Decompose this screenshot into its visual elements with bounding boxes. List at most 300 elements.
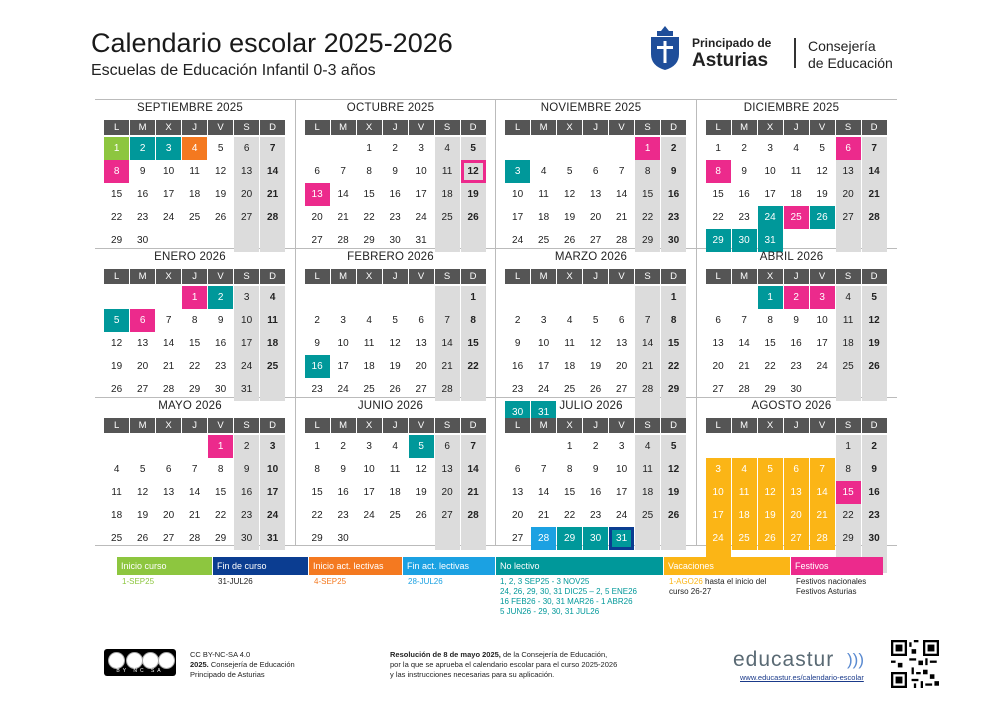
day-cell: 19: [415, 487, 427, 498]
day-cell: 9: [392, 166, 398, 177]
day-cell: 10: [260, 458, 285, 481]
day-cell: 12: [137, 487, 149, 498]
no-lectivo-line: 24, 26, 29, 30, 31 DIC25 – 2, 5 ENE26: [500, 587, 637, 596]
day-cell: 15: [661, 332, 686, 355]
day-cell: 24: [363, 510, 375, 521]
day-cell: 26: [758, 527, 783, 550]
day-cell: 7: [810, 458, 835, 481]
day-cell: 23: [790, 361, 802, 372]
day-cell: 2: [514, 315, 521, 326]
day-cell: 7: [618, 166, 625, 177]
weekday-header: V: [609, 269, 634, 284]
day-cell: 8: [566, 464, 573, 475]
day-cell: 15: [111, 189, 123, 200]
day-cell: 7: [435, 309, 460, 332]
day-cell: 1: [104, 137, 129, 160]
day-cell: 2: [392, 143, 398, 154]
day-cell: 2: [784, 286, 809, 309]
weekday-header: V: [810, 269, 835, 284]
org-name-line2: Asturias: [692, 50, 769, 71]
day-cell: 11: [836, 309, 861, 332]
day-cell: 25: [784, 206, 809, 229]
day-cell: 21: [635, 355, 660, 378]
weekday-header: X: [758, 269, 783, 284]
day-cell: 12: [215, 166, 227, 177]
day-cell: 31: [531, 401, 556, 424]
day-cell: 30: [215, 384, 227, 395]
day-cell: 15: [461, 332, 486, 355]
day-cell: 9: [592, 464, 599, 475]
weekday-header: X: [758, 418, 783, 433]
day-cell: 1: [208, 435, 233, 458]
day-cell: 5: [592, 315, 599, 326]
day-cell: 5: [758, 458, 783, 481]
day-cell: 13: [163, 487, 175, 498]
weekday-header: J: [182, 120, 207, 135]
day-cell: 21: [337, 212, 349, 223]
day-cell: 28: [616, 235, 628, 246]
day-cell: 19: [461, 183, 486, 206]
day-cell: 26: [415, 510, 427, 521]
day-cell: 24: [512, 235, 524, 246]
day-cell: 17: [260, 481, 285, 504]
day-cell: 6: [314, 166, 320, 177]
weekday-header: V: [609, 418, 634, 433]
day-cell: 2: [130, 137, 155, 160]
weekday-header: D: [862, 269, 887, 284]
day-cell: 6: [784, 458, 809, 481]
day-cell: 1: [461, 286, 486, 309]
day-cell: 8: [217, 464, 224, 475]
day-cell: 7: [340, 166, 346, 177]
day-cell: 27: [512, 533, 524, 544]
day-cell: 12: [590, 338, 602, 349]
day-cell: 12: [758, 481, 783, 504]
day-cell: 21: [435, 355, 460, 378]
day-cell: 22: [189, 361, 201, 372]
weekday-header: J: [583, 418, 608, 433]
day-cell: 15: [189, 338, 201, 349]
page-title: Calendario escolar 2025-2026: [91, 28, 453, 58]
weekday-header: L: [305, 120, 330, 135]
day-cell: 20: [712, 361, 724, 372]
day-cell: 18: [564, 361, 576, 372]
day-cell: 26: [810, 206, 835, 229]
day-cell: 18: [189, 189, 201, 200]
day-cell: 21: [260, 183, 285, 206]
day-cell: 3: [706, 458, 731, 481]
day-cell: 31: [758, 229, 783, 252]
cc-icon: [108, 652, 125, 669]
coat-of-arms-icon: [648, 24, 682, 72]
day-cell: 18: [389, 487, 401, 498]
weekday-header: D: [862, 120, 887, 135]
principado-logo: [648, 22, 918, 78]
day-cell: 27: [311, 235, 323, 246]
day-cell: 12: [461, 160, 486, 183]
legend-inicio-curso: Inicio curso: [117, 557, 212, 575]
day-cell: 30: [234, 527, 259, 550]
day-cell: 20: [784, 504, 809, 527]
day-cell: 17: [764, 189, 776, 200]
day-cell: 27: [137, 384, 149, 395]
wifi-waves-icon: ))): [847, 650, 864, 669]
day-cell: 16: [512, 361, 524, 372]
month-name: SEPTIEMBRE 2025: [137, 102, 243, 114]
day-cell: 23: [137, 212, 149, 223]
day-cell: 10: [706, 481, 731, 504]
day-cell: 30: [732, 229, 757, 252]
day-cell: 19: [862, 332, 887, 355]
day-cell: 3: [540, 315, 547, 326]
day-cell: 31: [234, 378, 259, 401]
day-cell: 14: [862, 160, 887, 183]
day-cell: 26: [661, 504, 686, 527]
day-cell: 23: [337, 510, 349, 521]
day-cell: 30: [661, 229, 686, 252]
day-cell: 29: [189, 384, 201, 395]
day-cell: 13: [234, 160, 259, 183]
weekday-header: J: [383, 120, 408, 135]
day-cell: 18: [111, 510, 123, 521]
day-cell: 15: [311, 487, 323, 498]
day-cell: 16: [215, 338, 227, 349]
day-cell: 27: [163, 533, 175, 544]
day-cell: 3: [810, 286, 835, 309]
weekday-header: D: [260, 418, 285, 433]
day-cell: 16: [137, 189, 149, 200]
day-cell: 8: [191, 315, 198, 326]
weekday-header: J: [784, 418, 809, 433]
weekday-header: S: [836, 269, 861, 284]
day-cell: 3: [767, 143, 773, 154]
day-cell: 13: [435, 458, 460, 481]
day-cell: 24: [163, 212, 175, 223]
day-cell: 29: [635, 229, 660, 252]
dept-name-line2: de Educación: [808, 55, 893, 71]
day-cell: 13: [616, 338, 628, 349]
day-cell: 1: [661, 286, 686, 309]
day-cell: 22: [564, 510, 576, 521]
day-cell: 8: [661, 309, 686, 332]
month-name: OCTUBRE 2025: [346, 102, 435, 114]
day-cell: 19: [816, 189, 828, 200]
weekday-header: S: [435, 269, 460, 284]
day-cell: 21: [461, 481, 486, 504]
day-cell: 19: [590, 361, 602, 372]
day-cell: 28: [337, 235, 349, 246]
day-cell: 25: [732, 527, 757, 550]
weekday-header: J: [182, 269, 207, 284]
day-cell: 7: [191, 464, 198, 475]
weekday-header: S: [234, 418, 259, 433]
day-cell: 7: [540, 464, 547, 475]
day-cell: 3: [418, 143, 424, 154]
day-cell: 22: [635, 206, 660, 229]
weekday-header: L: [706, 418, 731, 433]
day-cell: 5: [139, 464, 146, 475]
day-cell: 28: [810, 527, 835, 550]
resolution-text: [390, 650, 620, 680]
month-name: ABRIL 2026: [759, 251, 824, 263]
day-cell: 17: [512, 212, 524, 223]
day-cell: 14: [189, 487, 201, 498]
day-cell: 1: [366, 143, 372, 154]
calendar-link[interactable]: www.educastur.es/calendario-escolar: [740, 673, 864, 682]
day-cell: 17: [163, 189, 175, 200]
day-cell: 27: [712, 384, 724, 395]
day-cell: 14: [435, 332, 460, 355]
day-cell: 27: [616, 384, 628, 395]
day-cell: 8: [314, 464, 320, 475]
day-cell: 30: [583, 527, 608, 550]
license-year: 2025.: [190, 660, 209, 669]
day-cell: 10: [337, 338, 349, 349]
day-cell: 22: [311, 510, 323, 521]
day-cell: 1: [314, 441, 320, 452]
day-cell: 18: [635, 481, 660, 504]
day-cell: 23: [311, 384, 323, 395]
day-cell: 4: [435, 137, 460, 160]
day-cell: 22: [363, 212, 375, 223]
legend-inicio-lectivas: Inicio act. lectivas: [309, 557, 402, 575]
day-cell: 15: [363, 189, 375, 200]
weekday-header: S: [635, 269, 660, 284]
day-cell: 30: [137, 235, 149, 246]
day-cell: 10: [163, 166, 175, 177]
weekday-header: D: [260, 120, 285, 135]
day-cell: 29: [311, 533, 323, 544]
qr-code-icon[interactable]: [891, 640, 939, 688]
day-cell: 6: [234, 137, 259, 160]
day-cell: 19: [661, 481, 686, 504]
day-cell: 8: [366, 166, 372, 177]
day-cell: 6: [130, 309, 155, 332]
day-cell: 7: [260, 137, 285, 160]
day-cell: 13: [784, 481, 809, 504]
month-block: [296, 249, 496, 398]
day-cell: 21: [738, 361, 750, 372]
day-cell: 15: [215, 487, 227, 498]
day-cell: 1: [715, 143, 721, 154]
legend-vacaciones: Vacaciones: [664, 557, 790, 575]
day-cell: 14: [538, 487, 550, 498]
day-cell: 8: [767, 315, 773, 326]
legend-inicio-curso-value: 1-SEP25: [122, 577, 155, 586]
legend-fin-curso: Fin de curso: [213, 557, 308, 575]
day-cell: 9: [139, 166, 146, 177]
day-cell: 25: [564, 384, 576, 395]
day-cell: 24: [337, 384, 349, 395]
month-block: [296, 398, 496, 547]
weekday-header: J: [383, 269, 408, 284]
day-cell: 5: [661, 435, 686, 458]
day-cell: 4: [793, 143, 799, 154]
day-cell: 10: [363, 464, 375, 475]
day-cell: 28: [260, 206, 285, 229]
day-cell: 1: [635, 137, 660, 160]
day-cell: 18: [538, 212, 550, 223]
day-cell: 22: [836, 504, 861, 527]
day-cell: 24: [758, 206, 783, 229]
day-cell: 9: [514, 338, 521, 349]
day-cell: 27: [415, 384, 427, 395]
day-cell: 19: [215, 189, 227, 200]
day-cell: 17: [706, 504, 731, 527]
day-cell: 2: [741, 143, 747, 154]
day-cell: 11: [732, 481, 757, 504]
day-cell: 4: [540, 166, 547, 177]
weekday-header: V: [208, 418, 233, 433]
month-block: [697, 100, 897, 249]
day-cell: 31: [415, 235, 427, 246]
day-cell: 1: [182, 286, 207, 309]
day-cell: 20: [311, 212, 323, 223]
weekday-header: V: [409, 120, 434, 135]
day-cell: 18: [732, 504, 757, 527]
day-cell: 2: [234, 435, 259, 458]
day-cell: 4: [113, 464, 120, 475]
legend-inicio-lectivas-value: 4-SEP25: [314, 577, 347, 586]
day-cell: 22: [215, 510, 227, 521]
day-cell: 21: [810, 504, 835, 527]
day-cell: 23: [862, 504, 887, 527]
weekday-header: V: [409, 269, 434, 284]
logo-divider: [794, 38, 796, 68]
day-cell: 5: [566, 166, 573, 177]
day-cell: 31: [260, 527, 285, 550]
day-cell: 7: [461, 435, 486, 458]
day-cell: 25: [836, 355, 861, 378]
day-cell: 7: [165, 315, 172, 326]
day-cell: 10: [816, 315, 828, 326]
weekday-header: V: [609, 120, 634, 135]
legend-no-lectivo: No lectivo: [496, 557, 663, 575]
day-cell: 6: [836, 137, 861, 160]
day-cell: 5: [392, 315, 398, 326]
weekday-header: X: [557, 418, 582, 433]
creative-commons-badge[interactable]: [104, 649, 176, 676]
festivos-line2: Festivos Asturias: [796, 587, 857, 596]
day-cell: 21: [163, 361, 175, 372]
weekday-header: D: [661, 418, 686, 433]
no-lectivo-line: 1, 2, 3 SEP25 - 3 NOV25: [500, 577, 590, 586]
license-text: [190, 650, 295, 680]
day-cell: 17: [363, 487, 375, 498]
day-cell: 23: [738, 212, 750, 223]
day-cell: 16: [234, 481, 259, 504]
license-line2: [190, 660, 295, 670]
license-line3: Principado de Asturias: [190, 670, 265, 679]
day-cell: 15: [564, 487, 576, 498]
weekday-header: V: [208, 120, 233, 135]
weekday-header: M: [531, 418, 556, 433]
day-cell: 13: [836, 160, 861, 183]
weekday-header: X: [357, 120, 382, 135]
day-cell: 20: [137, 361, 149, 372]
day-cell: 27: [590, 235, 602, 246]
day-cell: 4: [732, 458, 757, 481]
weekday-header: S: [635, 418, 660, 433]
day-cell: 4: [392, 441, 398, 452]
day-cell: 11: [389, 464, 401, 475]
weekday-header: S: [635, 120, 660, 135]
month-name: FEBRERO 2026: [347, 251, 434, 263]
weekday-header: D: [260, 269, 285, 284]
vacaciones-date: 1-AGO26: [669, 577, 703, 586]
by-icon: [126, 652, 143, 669]
page-subtitle: Escuelas de Educación Infantil 0-3 años: [91, 62, 376, 79]
weekday-header: J: [583, 120, 608, 135]
day-cell: 2: [314, 315, 320, 326]
weekend-empty-cell: [461, 527, 486, 550]
day-cell: 22: [461, 355, 486, 378]
day-cell: 6: [418, 315, 424, 326]
day-cell: 24: [706, 527, 731, 550]
weekday-header: D: [461, 120, 486, 135]
day-cell: 17: [337, 361, 349, 372]
weekday-header: M: [531, 120, 556, 135]
legend-fin-lectivas: Fin act. lectivas: [403, 557, 495, 575]
month-block: [697, 249, 897, 398]
day-cell: 15: [764, 338, 776, 349]
day-cell: 16: [590, 487, 602, 498]
day-cell: 20: [590, 212, 602, 223]
license-owner: Consejería de Educación: [208, 660, 295, 669]
day-cell: 29: [764, 384, 776, 395]
day-cell: 30: [505, 401, 530, 424]
day-cell: 3: [234, 286, 259, 309]
day-cell: 17: [816, 338, 828, 349]
weekday-header: J: [182, 418, 207, 433]
day-cell: 10: [415, 166, 427, 177]
weekday-header: M: [531, 269, 556, 284]
calendar-grid: [95, 99, 897, 546]
day-cell: 28: [435, 378, 460, 401]
day-cell: 7: [862, 137, 887, 160]
day-cell: 20: [163, 510, 175, 521]
day-cell: 12: [111, 338, 123, 349]
day-cell: 30: [790, 384, 802, 395]
weekday-header: D: [661, 269, 686, 284]
day-cell: 9: [217, 315, 224, 326]
day-cell: 25: [260, 355, 285, 378]
day-cell: 5: [862, 286, 887, 309]
weekend-empty-cell: [435, 527, 460, 550]
day-cell: 19: [111, 361, 123, 372]
weekday-header: M: [331, 120, 356, 135]
day-cell: 27: [435, 504, 460, 527]
weekday-header: L: [505, 418, 530, 433]
day-cell: 9: [314, 338, 320, 349]
month-block: [95, 249, 295, 398]
day-cell: 30: [337, 533, 349, 544]
nc-icon: [142, 652, 159, 669]
weekday-header: D: [461, 269, 486, 284]
day-cell: 28: [862, 206, 887, 229]
weekday-header: X: [758, 120, 783, 135]
day-cell: 25: [363, 384, 375, 395]
day-cell: 25: [111, 533, 123, 544]
month-name: AGOSTO 2026: [751, 400, 832, 412]
day-cell: 5: [217, 143, 224, 154]
weekday-header: D: [862, 418, 887, 433]
day-cell: 18: [435, 183, 460, 206]
day-cell: 2: [661, 137, 686, 160]
weekday-header: L: [305, 418, 330, 433]
day-cell: 14: [337, 189, 349, 200]
day-cell: 22: [111, 212, 123, 223]
